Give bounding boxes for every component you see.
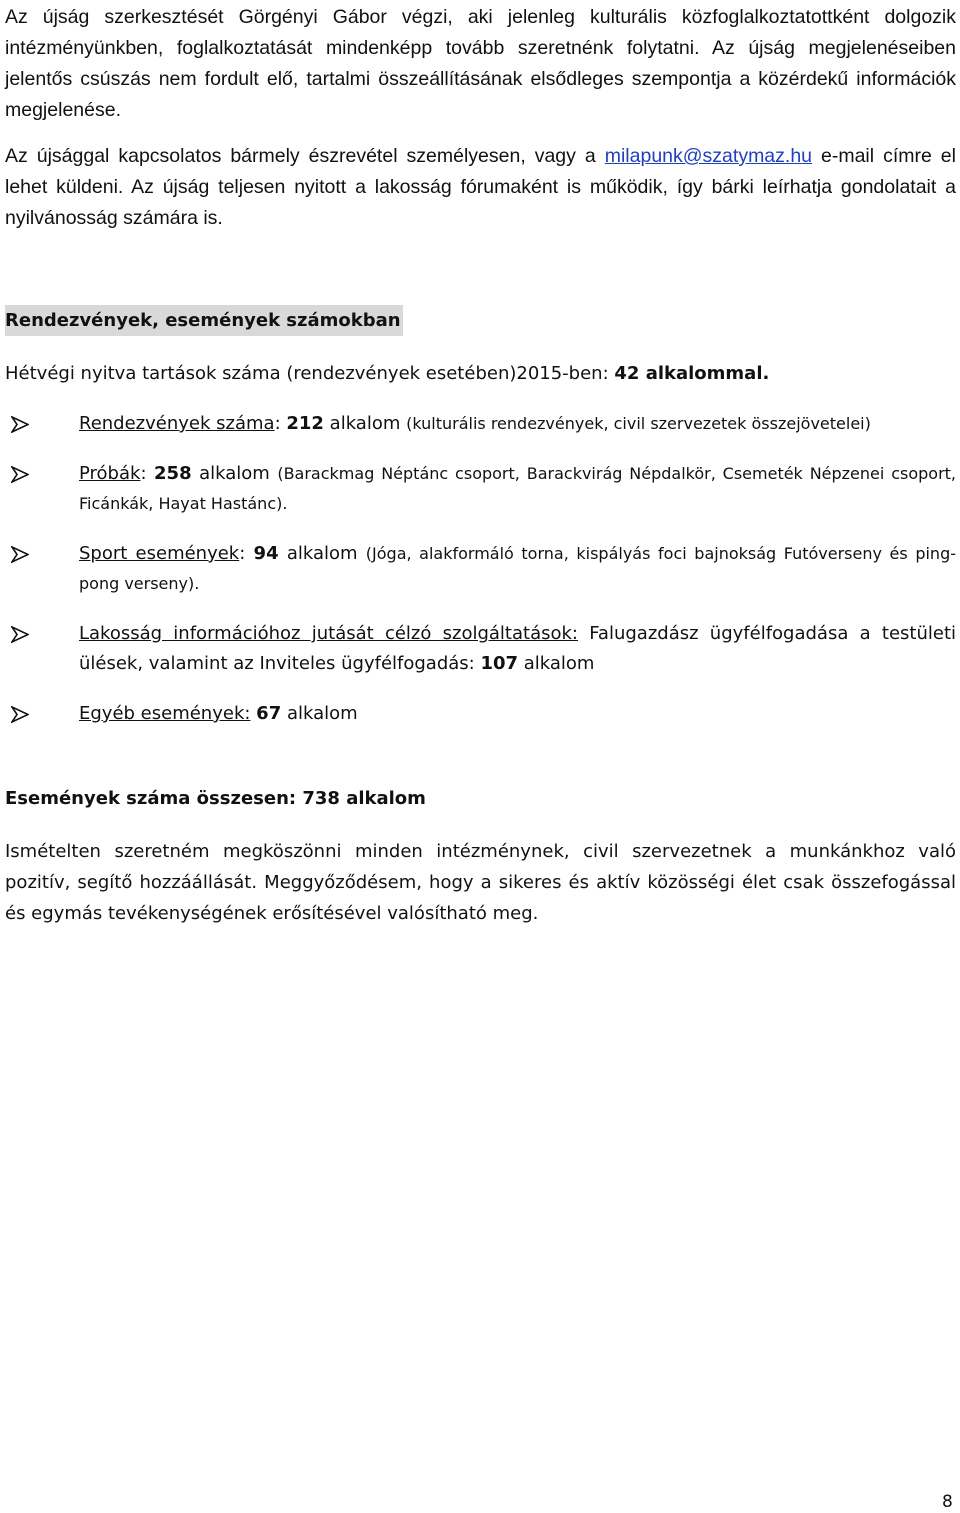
item-count: 212 <box>286 413 324 434</box>
list-item-events <box>5 409 956 439</box>
item-label: Egyéb események: <box>79 703 251 724</box>
item-separator: : <box>140 463 155 484</box>
arrowhead-bullet-icon <box>11 706 29 723</box>
contact-text-after: e-mail címre el lehet küldeni. Az újság teljesen nyitott a lakosság fórumaként is működik, így bárki leírhatja gondolatait a nyilvánosság számára is. <box>5 145 956 229</box>
list-item-rehearsals <box>5 459 956 519</box>
item-count: 94 <box>253 543 279 564</box>
item-unit: alkalom <box>281 703 358 724</box>
item-unit: alkalom <box>278 543 366 564</box>
arrowhead-bullet-icon <box>11 416 29 433</box>
item-count: 67 <box>256 703 282 724</box>
item-unit: alkalom <box>518 653 595 674</box>
item-label: Próbák <box>79 463 141 484</box>
item-text: Falugazdász ügyfélfogadása a testületi ülések, valamint az Inviteles ügyfélfogadás: <box>79 623 956 674</box>
item-count: 107 <box>480 653 519 674</box>
arrowhead-bullet-icon <box>11 466 29 483</box>
contact-text-before: Az újsággal kapcsolatos bármely észrevétel személyesen, vagy a <box>5 145 605 167</box>
item-detail: (kulturális rendezvények, civil szervezetek összejövetelei) <box>406 414 871 433</box>
list-item-information-services <box>5 619 956 679</box>
statistics-list <box>5 409 956 749</box>
list-item-sport <box>5 539 956 599</box>
contact-paragraph <box>5 141 956 234</box>
item-label: Rendezvények száma <box>79 413 275 434</box>
item-count: 258 <box>154 463 192 484</box>
item-label: Lakosság információhoz jutását célzó szolgáltatások: <box>79 623 578 644</box>
item-label: Sport események <box>79 543 240 564</box>
arrowhead-bullet-icon <box>11 546 29 563</box>
weekend-opening-value: 42 alkalommal. <box>614 363 770 384</box>
item-separator: : <box>274 413 287 434</box>
intro-paragraph: Az újság szerkesztését Görgényi Gábor végzi, aki jelenleg kulturális közfoglalkoztatottként dolgozik intézményünkben, foglalkoztatását mindenképp tovább szeretnénk folytatni. Az újság megjelenéseiben jelentős csúszás nem fordult elő, tartalmi összeállításának elsődleges szempontja a közérdekű információk megjelenése. <box>5 6 956 121</box>
events-total: Események száma összesen: 738 alkalom <box>5 788 426 809</box>
item-detail: (Barackmag Néptánc csoport, Barackvirág Népdalkör, Csemeték Népzenei csoport, Ficánkák, Hayat Hastánc). <box>79 464 957 513</box>
item-unit: alkalom <box>323 413 407 434</box>
page-number: 8 <box>942 1492 953 1512</box>
closing-paragraph: Ismételten szeretném megköszönni minden intézménynek, civil szervezetnek a munkánkhoz való pozitív, segítő hozzáállását. Meggyőződésem, hogy a sikeres és aktív közösségi élet csak összefogással és egymás tevékenységének erősítésével valósítható meg. <box>5 841 956 924</box>
weekend-opening-label: Hétvégi nyitva tartások száma (rendezvények esetében)2015-ben: <box>5 363 615 384</box>
section-heading: Rendezvények, események számokban <box>5 305 403 336</box>
weekend-opening-line <box>5 358 769 389</box>
arrowhead-bullet-icon <box>11 626 29 643</box>
item-unit: alkalom <box>191 463 278 484</box>
list-item-other <box>5 699 956 729</box>
item-detail: (Jóga, alakformáló torna, kispályás foci bajnokság Futóverseny és ping-pong verseny). <box>79 544 956 593</box>
item-separator: : <box>239 543 254 564</box>
email-link[interactable]: milapunk@szatymaz.hu <box>604 145 813 167</box>
